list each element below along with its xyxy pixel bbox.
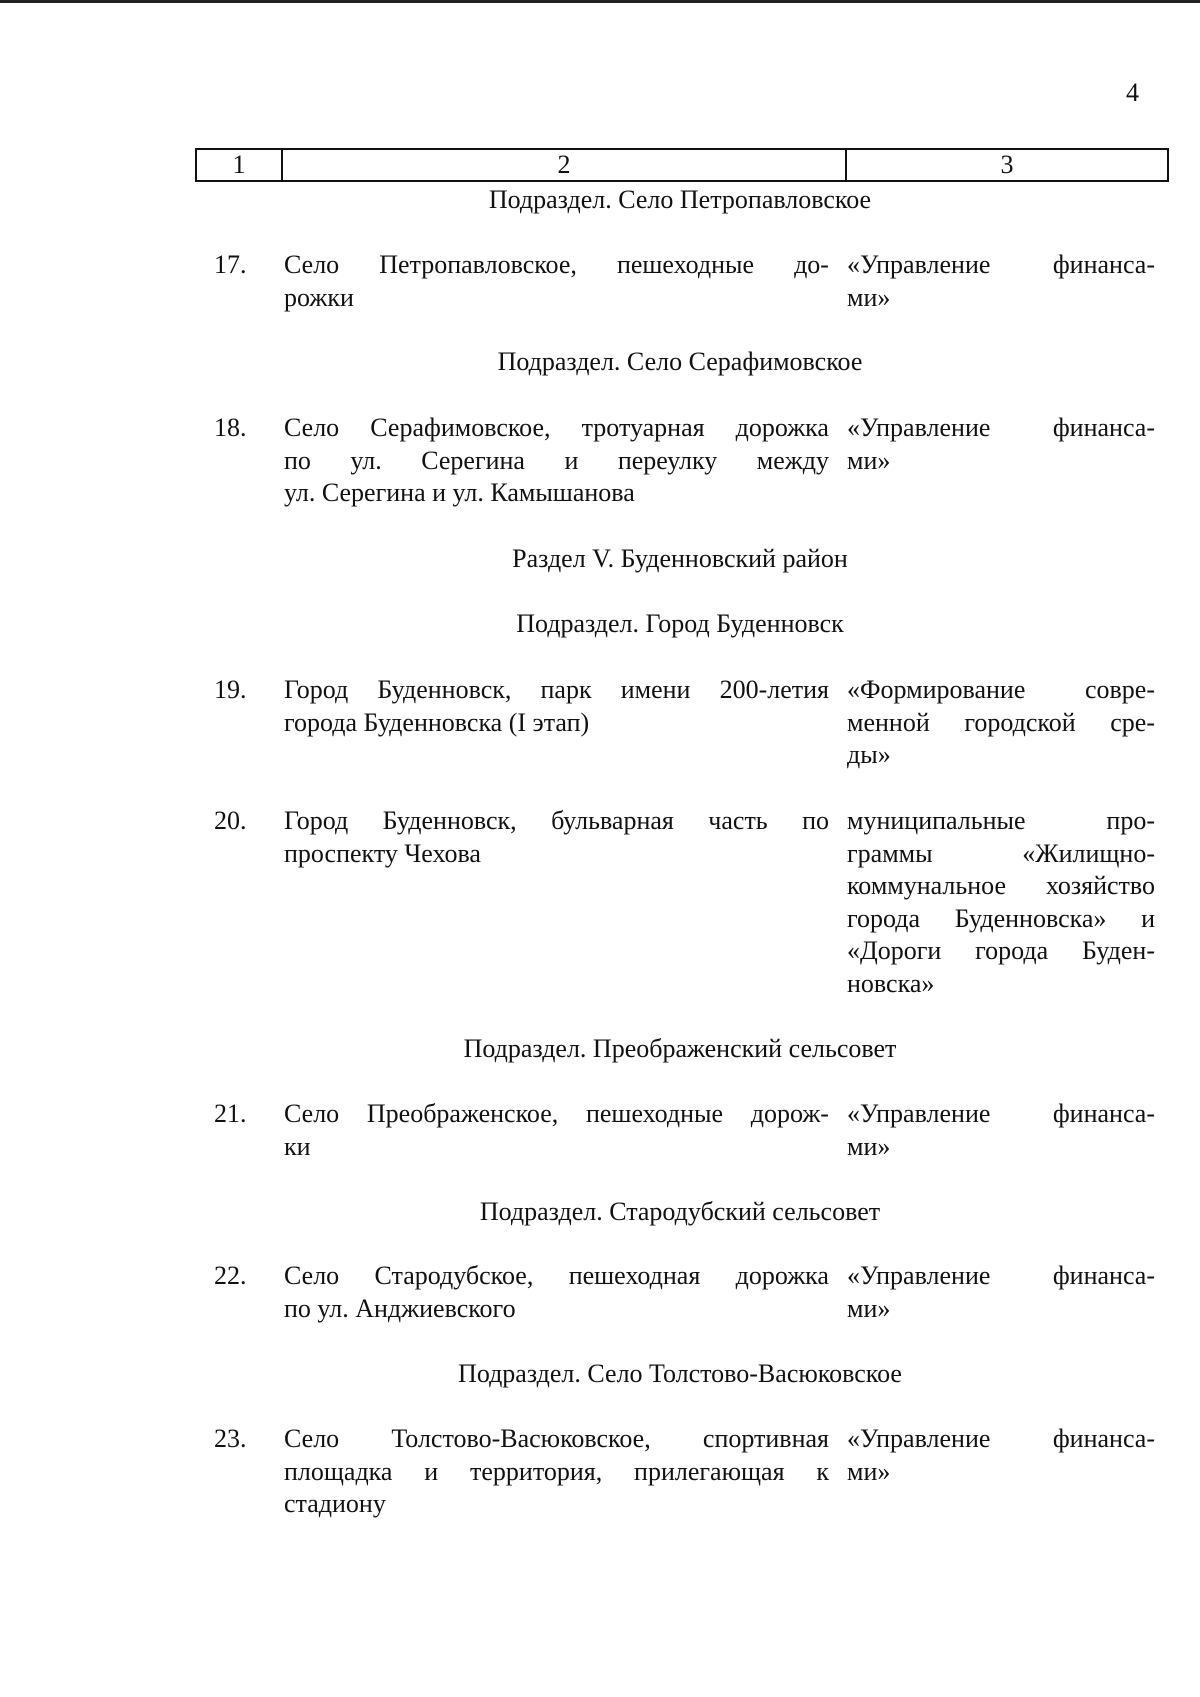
program-line: «Управление финанса- xyxy=(847,250,1155,279)
subsection-title-petropavlovskoe: Подраздел. Село Петропавловское xyxy=(488,185,872,214)
program-line: граммы «Жилищно- xyxy=(847,838,1155,868)
row-number: 18. xyxy=(214,413,247,442)
column-header-2: 2 xyxy=(283,150,847,180)
row-description xyxy=(284,412,829,510)
program-line: ми» xyxy=(847,1131,891,1161)
description-line: Село Серафимовское, тротуарная дорожка xyxy=(284,413,829,442)
program-line: «Управление финанса- xyxy=(847,1261,1155,1290)
subsection-title-gorod-budennovsk: Подраздел. Город Буденновск xyxy=(516,609,844,638)
description-line: Город Буденновск, парк имени 200-летия xyxy=(284,675,829,704)
description-line: города Буденновска (I этап) xyxy=(284,707,590,737)
description-line: ул. Серегина и ул. Камышанова xyxy=(284,478,635,507)
program-line: ми» xyxy=(847,1293,891,1323)
description-line: Село Толстово-Васюковское, спортивная xyxy=(284,1424,829,1453)
row-description xyxy=(284,249,829,314)
row-number: 22. xyxy=(214,1261,247,1290)
column-header-3: 3 xyxy=(1000,150,1014,179)
program-line: «Дороги города Буден- xyxy=(847,936,1155,965)
row-program xyxy=(847,1260,1155,1325)
description-line: площадка и территория, прилегающая к xyxy=(284,1456,829,1486)
row-program xyxy=(847,1098,1155,1163)
row-number: 17. xyxy=(214,250,247,279)
page-number: 4 xyxy=(1126,78,1139,107)
row-description xyxy=(284,674,829,739)
page-top-border xyxy=(0,0,1200,3)
program-line: новска» xyxy=(847,968,935,998)
row-program xyxy=(847,674,1155,772)
row-program xyxy=(847,1423,1155,1488)
program-line: «Управление финанса- xyxy=(847,413,1155,442)
row-description xyxy=(284,1260,829,1325)
program-line: ми» xyxy=(847,282,891,312)
description-line: Село Преображенское, пешеходные дорож- xyxy=(284,1099,829,1128)
description-line: Село Петропавловское, пешеходные до- xyxy=(284,250,829,279)
row-number: 19. xyxy=(214,675,247,704)
row-number: 23. xyxy=(214,1424,247,1453)
program-line: муниципальные про- xyxy=(847,806,1155,835)
description-line: стадиону xyxy=(284,1489,386,1518)
program-line: ми» xyxy=(847,445,891,475)
row-description xyxy=(284,1098,829,1163)
program-line: менной городской сре- xyxy=(847,707,1155,737)
row-program xyxy=(847,805,1155,1000)
column-header-table xyxy=(195,148,1169,182)
subsection-title-tolstovo-vasyukovskoe: Подраздел. Село Толстово-Васюковское xyxy=(458,1359,902,1388)
subsection-title-preobrazhensky: Подраздел. Преображенский сельсовет xyxy=(463,1034,897,1063)
row-number: 21. xyxy=(214,1099,247,1128)
description-line: по ул. Серегина и переулку между xyxy=(284,445,829,475)
row-number: 20. xyxy=(214,806,247,835)
section-title-budennovsky-rayon: Раздел V. Буденновский район xyxy=(512,544,848,573)
row-description xyxy=(284,1423,829,1521)
description-line: по ул. Анджиевского xyxy=(284,1293,516,1323)
program-line: «Формирование совре- xyxy=(847,675,1155,704)
program-line: ды» xyxy=(847,740,891,769)
description-line: проспекту Чехова xyxy=(284,838,481,868)
program-line: ми» xyxy=(847,1456,891,1486)
description-line: Город Буденновск, бульварная часть по xyxy=(284,806,829,835)
subsection-title-serafimovskoe: Подраздел. Село Серафимовское xyxy=(497,347,863,376)
subsection-title-starodubsky: Подраздел. Стародубский сельсовет xyxy=(479,1197,881,1226)
row-program xyxy=(847,249,1155,314)
program-line: «Управление финанса- xyxy=(847,1099,1155,1128)
program-line: города Буденновска» и xyxy=(847,903,1155,933)
program-line: коммунальное хозяйство xyxy=(847,871,1155,900)
column-header-1: 1 xyxy=(197,150,283,180)
description-line: Село Стародубское, пешеходная дорожка xyxy=(284,1261,829,1290)
program-line: «Управление финанса- xyxy=(847,1424,1155,1453)
description-line: ки xyxy=(284,1131,311,1161)
row-program xyxy=(847,412,1155,477)
description-line: рожки xyxy=(284,282,354,312)
row-description xyxy=(284,805,829,870)
